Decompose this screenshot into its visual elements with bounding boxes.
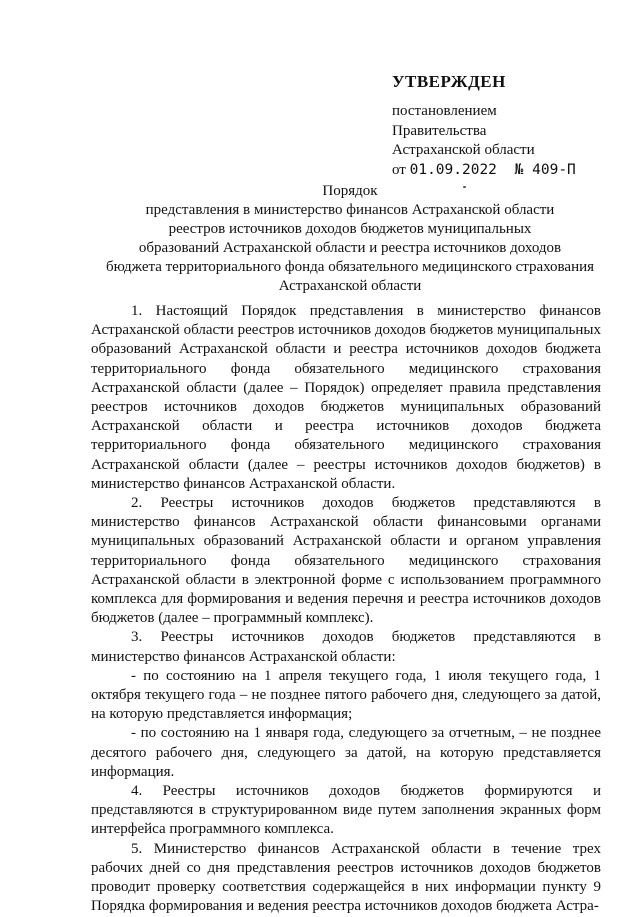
approval-line-resolution: постановлением [392,103,497,119]
heading-line: образований Астраханской области и реестра источников доходов [138,240,562,256]
heading-line: реестров источников доходов бюджетов муниципальных [168,221,532,237]
paragraph-3-item-1: - по состоянию на 1 апреля текущего года, 1 июля текущего года, 1 октября текущего года – не позднее пятого рабочего дня, следующего за датой, на которую представляется информация; [91,667,601,723]
paragraph-4: 4. Реестры источников доходов бюджетов формируются и представляются в структурированном виде путем заполнения экранных форм интерфейса программного комплекса. [91,783,601,838]
approval-title: УТВЕРЖДЕН [392,72,506,91]
heading-title: Порядок [322,183,378,199]
paragraph-3: 3. Реестры источников доходов бюджетов представляются в министерство финансов Астраханской области: [91,629,601,665]
approval-line-government: Правительства [392,122,487,139]
paragraph-5: 5. Министерство финансов Астраханской области в течение трех рабочих дней со дня представления реестров источников доходов бюджетов проводит проверку соответствия содержащейся в них информации пункту 9 Порядка формирования и ведения реестра источников доходов бюджета Астра- [91,840,601,915]
paragraph-3-item-2: - по состоянию на 1 января года, следующего за отчетным, – не позднее десятого рабочего дня, следующего за датой, на которую представляется информация. [91,725,601,780]
approval-date: 01.09.2022 [409,161,497,178]
heading-line: представления в министерство финансов Астраханской области [145,202,555,218]
approval-line-region: Астраханской области [392,142,535,158]
heading-line: Астраханской области [278,278,422,294]
heading-line: бюджета территориального фонда обязательного медицинского страхования [105,259,595,275]
paragraph-2: 2. Реестры источников доходов бюджетов представляются в министерство финансов Астраханской области финансовыми органами муниципальных образований Астраханской области и органом управления территориального фонда обязательного медицинского страхования Астраханской области в электронной форме с использованием программного комплекса для формирования и ведения перечня и реестра источников доходов бюджетов (далее – программный комплекс). [91,495,601,627]
document-body [91,302,601,917]
approval-date-prefix: от [392,161,406,178]
approval-date-line [392,161,622,181]
document-heading [60,182,640,296]
approval-number: № 409-П [514,161,576,178]
approval-block [392,72,622,180]
paragraph-1: 1. Настоящий Порядок представления в министерство финансов Астраханской области реестров источников доходов бюджетов муниципальных образований Астраханской области и реестра источников доходов бюджета территориального фонда обязательного медицинского страхования Астраханской области (далее – Порядок) определяет правила представления реестров источников доходов бюджетов муниципальных образований Астраханской области и реестра источников доходов бюджета территориального фонда обязательного медицинского страхования Астраханской области (далее – реестры источников доходов бюджетов) в министерство финансов Астраханской области. [91,303,601,492]
